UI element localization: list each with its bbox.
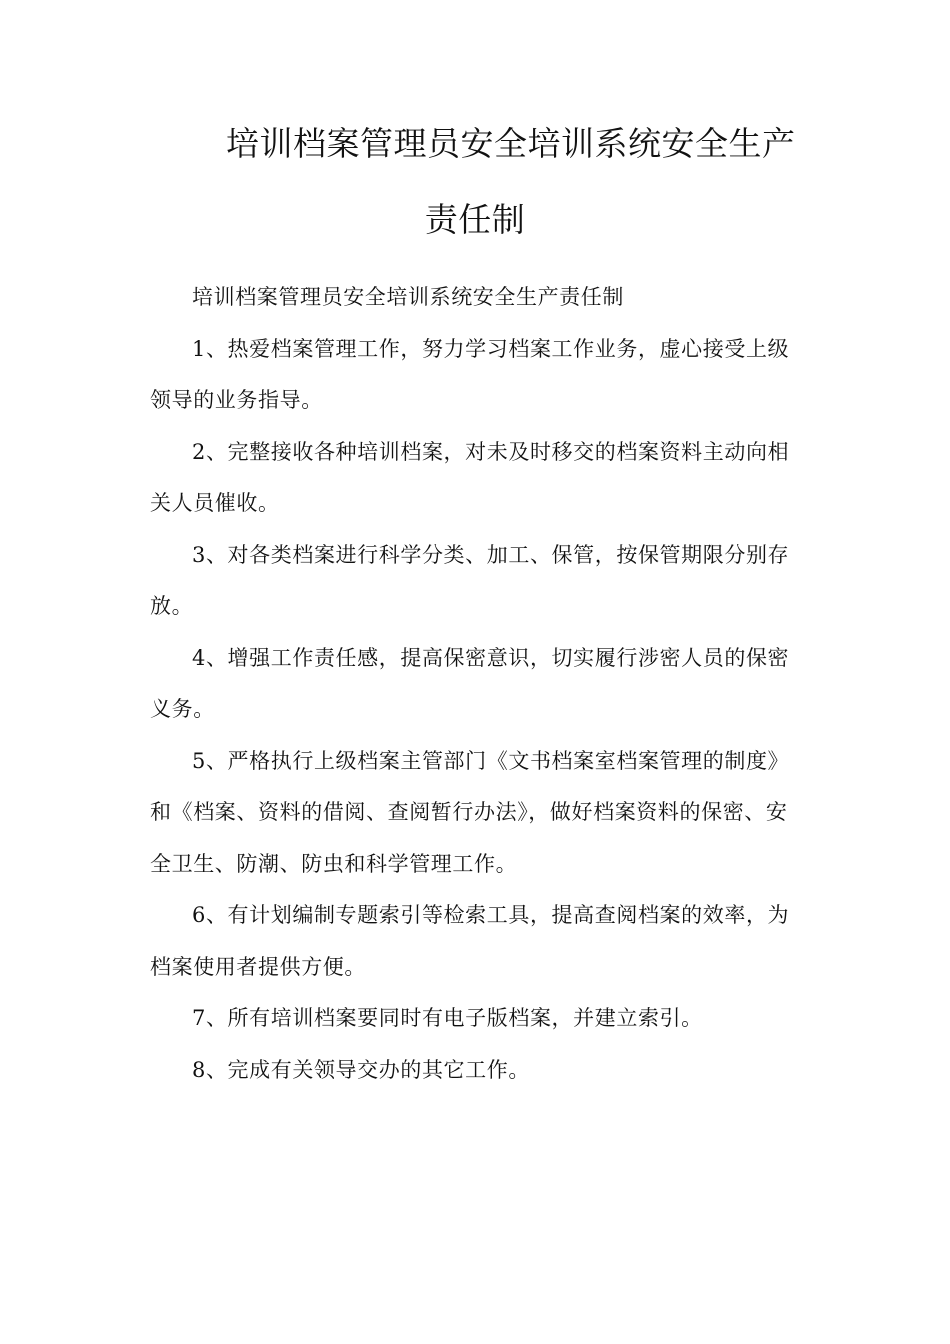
body-paragraph-subtitle: 培训档案管理员安全培训系统安全生产责任制 [192, 285, 624, 309]
document-title-line-2: 责任制 [424, 200, 526, 239]
document-body [150, 272, 798, 1096]
body-paragraph-item-6: 6、有计划编制专题索引等检索工具，提高查阅档案的效率，为档案使用者提供方便。 [150, 903, 790, 979]
body-paragraph-item-4: 4、增强工作责任感，提高保密意识，切实履行涉密人员的保密义务。 [150, 645, 790, 721]
body-paragraph-item-3: 3、对各类档案进行科学分类、加工、保管，按保管期限分别存放。 [150, 542, 790, 618]
document-title-line-1: 培训档案管理员安全培训系统安全生产 [226, 124, 796, 163]
body-paragraph-item-8: 8、完成有关领导交办的其它工作。 [192, 1057, 530, 1082]
body-paragraph-item-1: 1、热爱档案管理工作，努力学习档案工作业务，虚心接受上级领导的业务指导。 [150, 336, 790, 412]
body-paragraph-item-2: 2、完整接收各种培训档案，对未及时移交的档案资料主动向相关人员催收。 [150, 439, 790, 515]
body-paragraph-item-7: 7、所有培训档案要同时有电子版档案，并建立索引。 [192, 1006, 703, 1030]
body-paragraph-item-5: 5、严格执行上级档案主管部门《文书档案室档案管理的制度》和《档案、资料的借阅、查阅暂行办法》，做好档案资料的保密、安全卫生、防潮、防虫和科学管理工作。 [150, 748, 790, 876]
